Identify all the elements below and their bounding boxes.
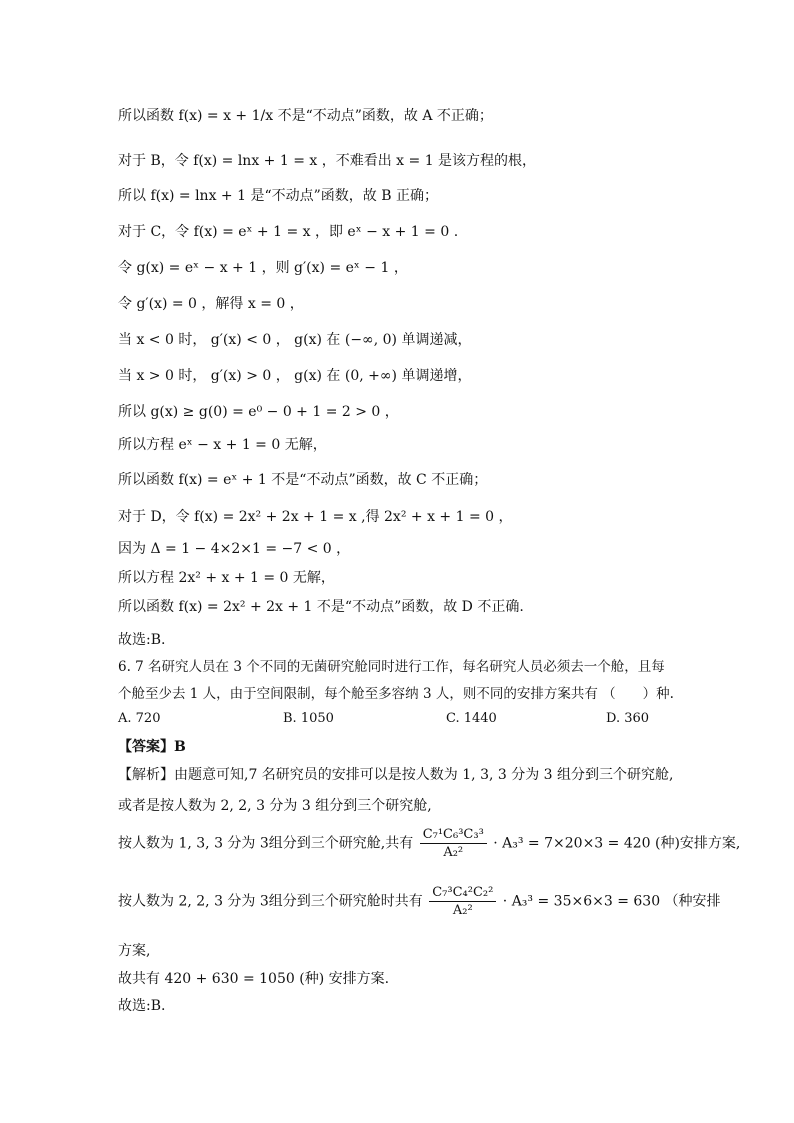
- analysis-line-1: 【解析】由题意可知,7 名研究员的安排可以是按人数为 1, 3, 3 分为 3 组分到三个研究舱,: [118, 767, 674, 783]
- line-13: 因为 Δ = 1 − 4×2×1 = −7 < 0 ，: [118, 541, 351, 557]
- line-16: 故选:B.: [118, 632, 166, 648]
- line-15: 所以函数 f(x) = 2x² + 2x + 1 不是“不动点”函数，故 D 不正确.: [118, 599, 524, 615]
- calc-2-suffix: · A₃³ = 35×6×3 = 630 （种安排: [502, 893, 721, 910]
- line-4: 对于 C，令 f(x) = eˣ + 1 = x ，即 eˣ − x + 1 = 0 .: [118, 224, 459, 240]
- line-2: 对于 B，令 f(x) = lnx + 1 = x ，不难看出 x = 1 是该方程的根，: [118, 153, 537, 169]
- calc-line-1: [118, 826, 740, 861]
- answer-options: [118, 711, 678, 731]
- line-8: 当 x > 0 时， g′(x) > 0 ， g(x) 在 (0, +∞) 单调递增，: [118, 368, 472, 384]
- tail-line-3: 故选:B.: [118, 998, 166, 1014]
- line-9: 所以 g(x) ≥ g(0) = e⁰ − 0 + 1 = 2 > 0 ，: [118, 404, 399, 420]
- answer-label: 【答案】B: [118, 739, 186, 755]
- calc-1-prefix: 按人数为 1, 3, 3 分为 3组分到三个研究舱,共有: [118, 835, 414, 852]
- calc-2-prefix: 按人数为 2, 2, 3 分为 3组分到三个研究舱时共有: [118, 893, 423, 910]
- line-14: 所以方程 2x² + x + 1 = 0 无解，: [118, 570, 335, 586]
- option-c: C. 1440: [446, 711, 497, 726]
- line-1: 所以函数 f(x) = x + 1/x 不是“不动点”函数，故 A 不正确；: [118, 108, 493, 124]
- calc-1-suffix: · A₃³ = 7×20×3 = 420 (种)安排方案,: [493, 835, 741, 852]
- calc-line-2: [118, 884, 721, 919]
- line-7: 当 x < 0 时， g′(x) < 0 ， g(x) 在 (−∞, 0) 单调递减，: [118, 332, 472, 348]
- tail-line-1: 方案,: [118, 943, 151, 959]
- line-11: 所以函数 f(x) = eˣ + 1 不是“不动点”函数，故 C 不正确；: [118, 472, 488, 488]
- line-6: 令 g′(x) = 0 ，解得 x = 0 ，: [118, 296, 304, 312]
- option-a: A. 720: [118, 711, 161, 726]
- calc-1-fraction: [420, 826, 487, 861]
- line-3: 所以 f(x) = lnx + 1 是“不动点”函数，故 B 正确；: [118, 188, 438, 204]
- calc-1-numerator: C₇¹C₆³C₃³: [420, 826, 487, 844]
- calc-2-numerator: C₇³C₄²C₂²: [429, 884, 496, 902]
- question-6-line-2: 个舱至少去 1 人，由于空间限制，每个舱至多容纳 3 人，则不同的安排方案共有 （ ）种.: [118, 686, 674, 702]
- question-6-line-1: 6. 7 名研究人员在 3 个不同的无菌研究舱同时进行工作，每名研究人员必须去一个舱，且每: [118, 659, 665, 675]
- calc-2-denominator: A₂²: [452, 903, 473, 918]
- line-12: 对于 D，令 f(x) = 2x² + 2x + 1 = x ,得 2x² + x + 1 = 0 ，: [118, 509, 513, 525]
- calc-2-fraction: [429, 884, 496, 919]
- analysis-line-2: 或者是按人数为 2, 2, 3 分为 3 组分到三个研究舱,: [118, 798, 432, 814]
- option-b: B. 1050: [283, 711, 334, 726]
- tail-line-2: 故共有 420 + 630 = 1050 (种) 安排方案.: [118, 971, 390, 987]
- line-10: 所以方程 eˣ − x + 1 = 0 无解，: [118, 437, 327, 453]
- line-5: 令 g(x) = eˣ − x + 1 ，则 g′(x) = eˣ − 1 ，: [118, 260, 408, 276]
- calc-1-denominator: A₂²: [443, 845, 464, 860]
- option-d: D. 360: [606, 711, 650, 726]
